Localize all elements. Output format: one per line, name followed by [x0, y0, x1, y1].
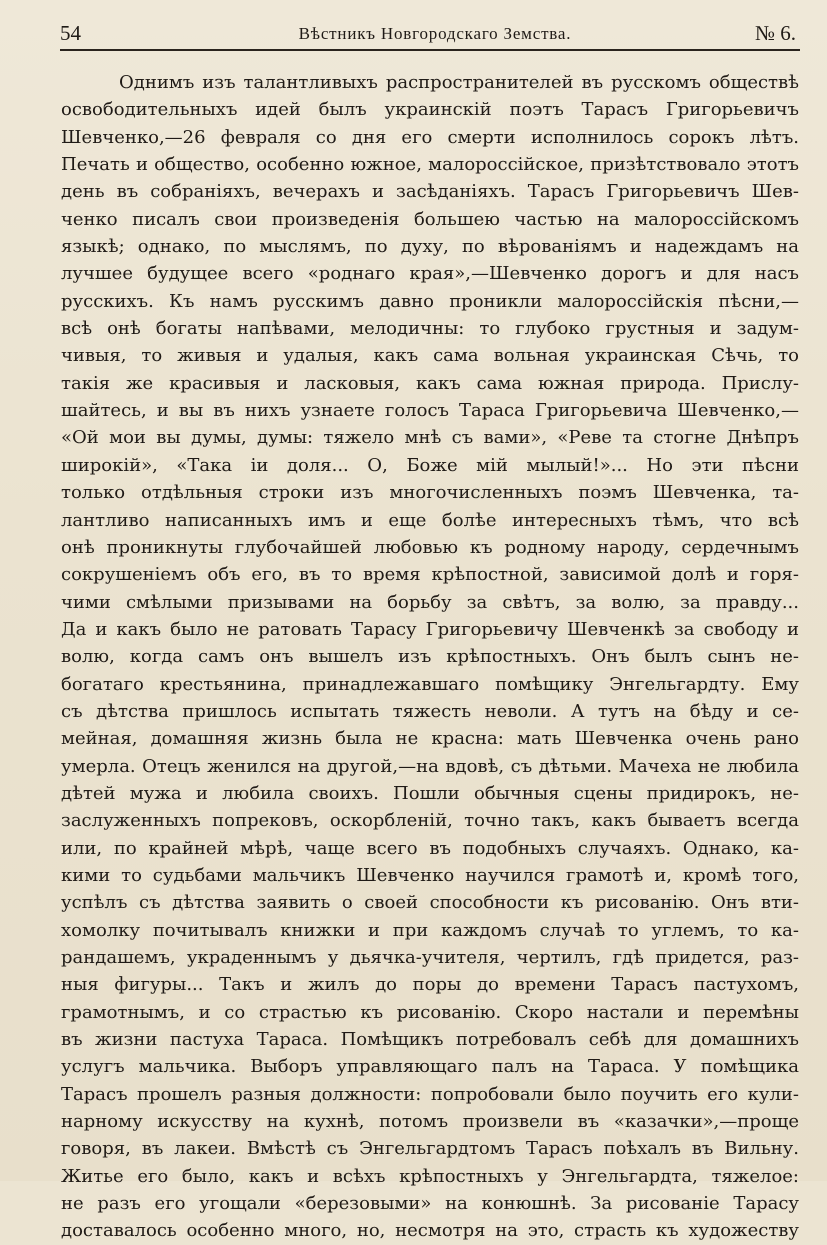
- text-line: «Ой мои вы думы, думы: тяжело мнѣ съ вами», «Реве та стогне Днѣпръ: [61, 427, 799, 449]
- text-line: шайтесь, и вы въ нихъ узнаете голосъ Тараса Григорьевича Шевченко,—: [61, 400, 799, 422]
- text-line: умерла. Отецъ женился на другой,—на вдовѣ, съ дѣтьми. Мачеха не любила: [61, 755, 799, 777]
- text-line: такія же красивыя и ласковыя, какъ сама южная природа. Прислу-: [61, 372, 799, 394]
- text-line: рандашемъ, украденнымъ у дьячка-учителя, чертилъ, гдѣ придется, раз-: [61, 947, 799, 968]
- page-header: [60, 21, 800, 51]
- text-line: день въ собраніяхъ, вечерахъ и засѣданіяхъ. Тарасъ Григорьевичъ Шев-: [61, 181, 799, 203]
- text-line: чивыя, то живыя и удалыя, какъ сама вольная украинская Сѣчь, то: [61, 345, 799, 367]
- text-line: Шевченко,—26 февраля со дня его смерти исполнилось сорокъ лѣтъ.: [61, 126, 799, 148]
- text-line: кими то судьбами мальчикъ Шевченко научился грамотѣ и, кромѣ того,: [61, 864, 799, 886]
- text-line: только отдѣльныя строки изъ многочисленныхъ поэмъ Шевченка, та-: [61, 482, 799, 504]
- text-line: мейная, домашняя жизнь была не красна: мать Шевченка очень рано: [61, 728, 799, 750]
- text-line: чими смѣлыми призывами на борьбу за свѣтъ, за волю, за правду...: [61, 591, 799, 613]
- text-line: услугъ мальчика. Выборъ управляющаго палъ на Тараса. У помѣщика: [61, 1056, 799, 1078]
- text-line: ныя фигуры... Такъ и жилъ до поры до времени Тарасъ пастухомъ,: [61, 974, 799, 996]
- text-line: Да и какъ было не ратовать Тарасу Григорьевичу Шевченкѣ за свободу и: [61, 618, 799, 640]
- text-line: хомолку почитывалъ книжки и при каждомъ случаѣ то углемъ, то ка-: [61, 919, 799, 941]
- text-line: заслуженныхъ попрековъ, оскорбленій, точно такъ, какъ бываетъ всегда: [61, 810, 799, 832]
- text-line: Печать и общество, особенно южное, малороссійское, призѣтствовало этотъ: [61, 154, 799, 176]
- text-line: съ дѣтства пришлось испытать тяжесть неволи. А тутъ на бѣду и се-: [61, 700, 799, 722]
- text-line: волю, когда самъ онъ вышелъ изъ крѣпостныхъ. Онъ былъ сынъ не-: [61, 646, 799, 668]
- text-line: лантливо написанныхъ имъ и еще болѣе интересныхъ тѣмъ, что всѣ: [61, 509, 799, 531]
- text-line: сокрушеніемъ объ его, въ то время крѣпостной, зависимой долѣ и горя-: [61, 564, 799, 586]
- text-line: широкій», «Така іи доля... О, Боже мій мылый!»... Но эти пѣсни: [61, 454, 799, 476]
- text-line: онѣ проникнуты глубочайшей любовью къ родному народу, сердечнымъ: [61, 536, 799, 558]
- journal-title: Вѣстникъ Новгородскаго Земства.: [298, 24, 572, 43]
- text-line: Тарасъ прошелъ разныя должности: попробовали было поучить его кули-: [61, 1083, 799, 1105]
- text-line: языкѣ; однако, по мыслямъ, по духу, по вѣрованіямъ и надеждамъ на: [61, 236, 799, 258]
- issue-number: № 6.: [754, 21, 796, 45]
- text-line: или, по крайней мѣрѣ, чаще всего въ подобныхъ случаяхъ. Однако, ка-: [61, 837, 799, 859]
- text-line: успѣлъ съ дѣтства заявить о своей способности къ рисованію. Онъ вти-: [61, 892, 799, 914]
- text-line: освободительныхъ идей былъ украинскій поэтъ Тарасъ Григорьевичъ: [61, 99, 799, 121]
- text-line: нарному искусству на кухнѣ, потомъ произвели въ «казачки»,—проще: [61, 1111, 799, 1133]
- text-line: Однимъ изъ талантливыхъ распространителей въ русскомъ обществѣ: [119, 72, 799, 93]
- text-line: лучшее будущее всего «роднаго края»,—Шевченко дорогъ и для насъ: [61, 263, 799, 285]
- article-text: [61, 69, 799, 1245]
- text-line: доставалось особенно много, но, несмотря на это, страсть къ художеству: [61, 1220, 799, 1242]
- text-line: всѣ онѣ богаты напѣвами, мелодичны: то глубоко грустныя и задум-: [61, 318, 799, 340]
- text-line: Житье его было, какъ и всѣхъ крѣпостныхъ у Энгельгардта, тяжелое:: [61, 1165, 799, 1187]
- text-line: грамотнымъ, и со страстью къ рисованію. Скоро настали и перемѣны: [61, 1001, 799, 1023]
- text-line: въ жизни пастуха Тараса. Помѣщикъ потребовалъ себѣ для домашнихъ: [61, 1029, 799, 1051]
- text-line: дѣтей мужа и любила своихъ. Пошли обычныя сцены придирокъ, не-: [61, 782, 799, 804]
- text-line: богатаго крестьянина, принадлежавшаго помѣщику Энгельгардту. Ему: [61, 673, 799, 695]
- text-line: говоря, въ лакеи. Вмѣстѣ съ Энгельгардтомъ Тарасъ поѣхалъ въ Вильну.: [61, 1138, 799, 1160]
- text-line: русскихъ. Къ намъ русскимъ давно проникли малороссійскія пѣсни,—: [61, 290, 799, 312]
- page-number: 54: [60, 21, 81, 45]
- text-line: ченко писалъ свои произведенія большею частью на малороссійскомъ: [61, 208, 799, 230]
- text-line: не разъ его угощали «березовыми» на конюшнѣ. За рисованіе Тарасу: [61, 1193, 799, 1215]
